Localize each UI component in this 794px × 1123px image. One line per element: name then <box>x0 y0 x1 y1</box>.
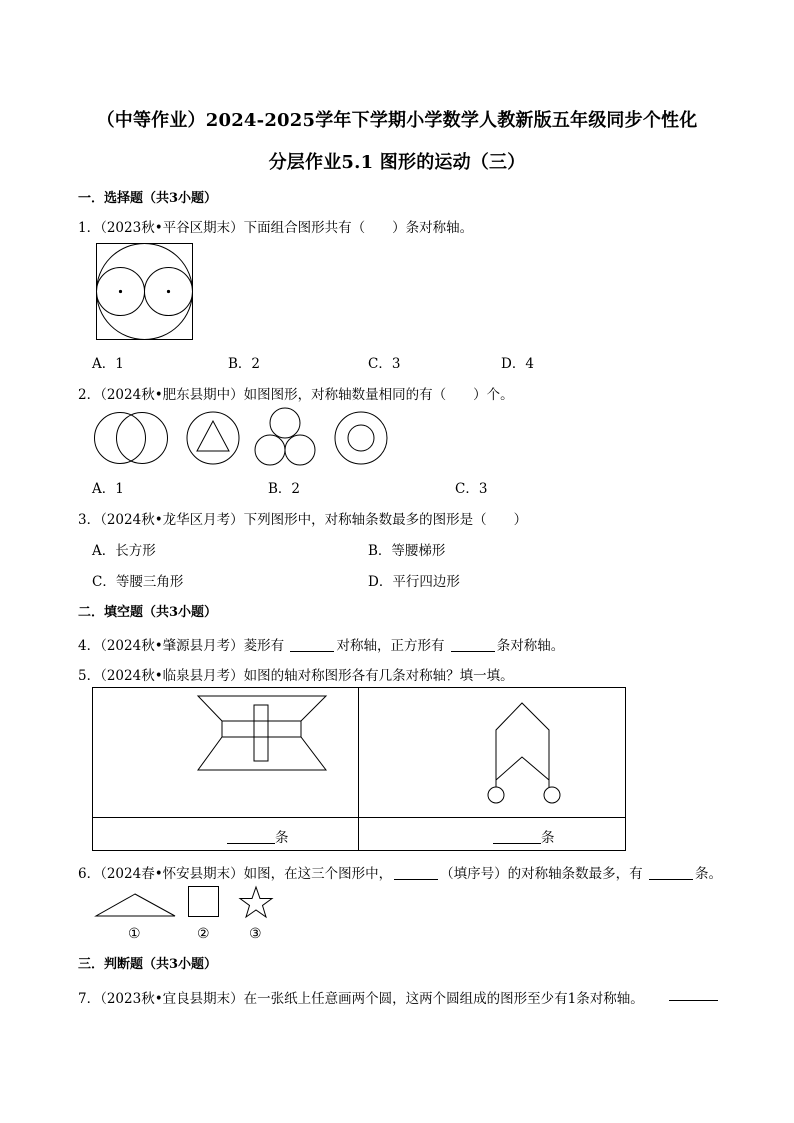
q1-figure <box>96 243 194 341</box>
q2-option-c: C．3 <box>455 481 488 497</box>
q1-option-d: D．4 <box>501 356 534 372</box>
q6-prefix: 6．（2024春•怀安县期末）如图，在这三个图形中， <box>78 866 393 882</box>
q3-option-c: C．等腰三角形 <box>92 574 184 590</box>
q6-figure-square <box>188 886 220 918</box>
q4-suffix: 条对称轴。 <box>496 638 565 654</box>
q3-option-d: D．平行四边形 <box>368 574 460 590</box>
q4-mid: 对称轴，正方形有 <box>336 638 449 654</box>
section-heading-judge: 三．判断题（共3小题） <box>78 957 218 972</box>
q5-figure-arrow-pentagon <box>484 702 564 804</box>
q6-label-1: ① <box>128 926 141 942</box>
q6-suffix: 条。 <box>694 866 722 882</box>
q2-figure-triangle-in-circle <box>186 411 240 465</box>
q6-mid: （填序号）的对称轴条数最多，有 <box>440 866 647 882</box>
q6-answer-blank-2[interactable] <box>649 867 693 880</box>
q2-option-a: A．1 <box>92 481 124 497</box>
question-6 <box>78 862 722 882</box>
page-title-line1: （中等作业）2024-2025学年下学期小学数学人教新版五年级同步个性化 <box>96 110 698 131</box>
table-divider-vertical <box>358 688 359 850</box>
question-7 <box>78 987 644 1007</box>
q5-figure-hourglass <box>197 696 357 774</box>
q6-answer-blank-1[interactable] <box>394 867 438 880</box>
q1-option-b: B．2 <box>228 356 261 372</box>
q2-option-b: B．2 <box>268 481 301 497</box>
question-2-text: 2．（2024秋•肥东县期中）如图图形，对称轴数量相同的有（ ）个。 <box>78 387 514 403</box>
q6-figure-triangle <box>95 893 177 918</box>
q1-option-c: C．3 <box>368 356 401 372</box>
question-4 <box>78 634 564 654</box>
q5-unit-right: 条 <box>541 830 555 846</box>
question-1-text: 1．（2023秋•平谷区期末）下面组合图形共有（ ）条对称轴。 <box>78 220 474 236</box>
q7-text: 7．（2023秋•宜良县期末）在一张纸上任意画两个圆，这两个圆组成的图形至少有1条对称轴。 <box>78 991 644 1007</box>
q6-label-3: ③ <box>249 926 262 942</box>
q6-label-2: ② <box>197 926 210 942</box>
q5-answer-right <box>493 826 555 846</box>
q4-prefix: 4．（2024秋•肇源县月考）菱形有 <box>78 638 289 654</box>
q2-figure-three-circles <box>254 407 316 467</box>
q4-answer-blank-2[interactable] <box>451 639 495 652</box>
question-5-text: 5．（2024秋•临泉县月考）如图的轴对称图形各有几条对称轴？填一填。 <box>78 668 514 684</box>
q5-figure-table <box>92 687 626 851</box>
q2-figure-ring <box>334 411 390 467</box>
section-heading-fill: 二．填空题（共3小题） <box>78 605 218 620</box>
q3-option-a: A．长方形 <box>92 543 156 559</box>
q6-figure-star <box>238 886 274 920</box>
q4-answer-blank-1[interactable] <box>290 639 334 652</box>
q2-figure-overlapping-circles <box>94 411 170 465</box>
q5-answer-blank-left[interactable] <box>227 831 275 844</box>
page-title-line2: 分层作业5.1 图形的运动（三） <box>268 152 526 173</box>
q5-unit-left: 条 <box>275 830 289 846</box>
table-divider-horizontal <box>93 817 625 818</box>
q3-option-b: B．等腰梯形 <box>368 543 446 559</box>
section-heading-choice: 一．选择题（共3小题） <box>78 191 218 206</box>
q7-answer-blank[interactable] <box>669 988 718 1001</box>
q1-option-a: A．1 <box>92 356 124 372</box>
q5-answer-left <box>227 826 289 846</box>
question-3-text: 3．（2024秋•龙华区月考）下列图形中，对称轴条数最多的图形是（ ） <box>78 512 528 528</box>
q5-answer-blank-right[interactable] <box>493 831 541 844</box>
